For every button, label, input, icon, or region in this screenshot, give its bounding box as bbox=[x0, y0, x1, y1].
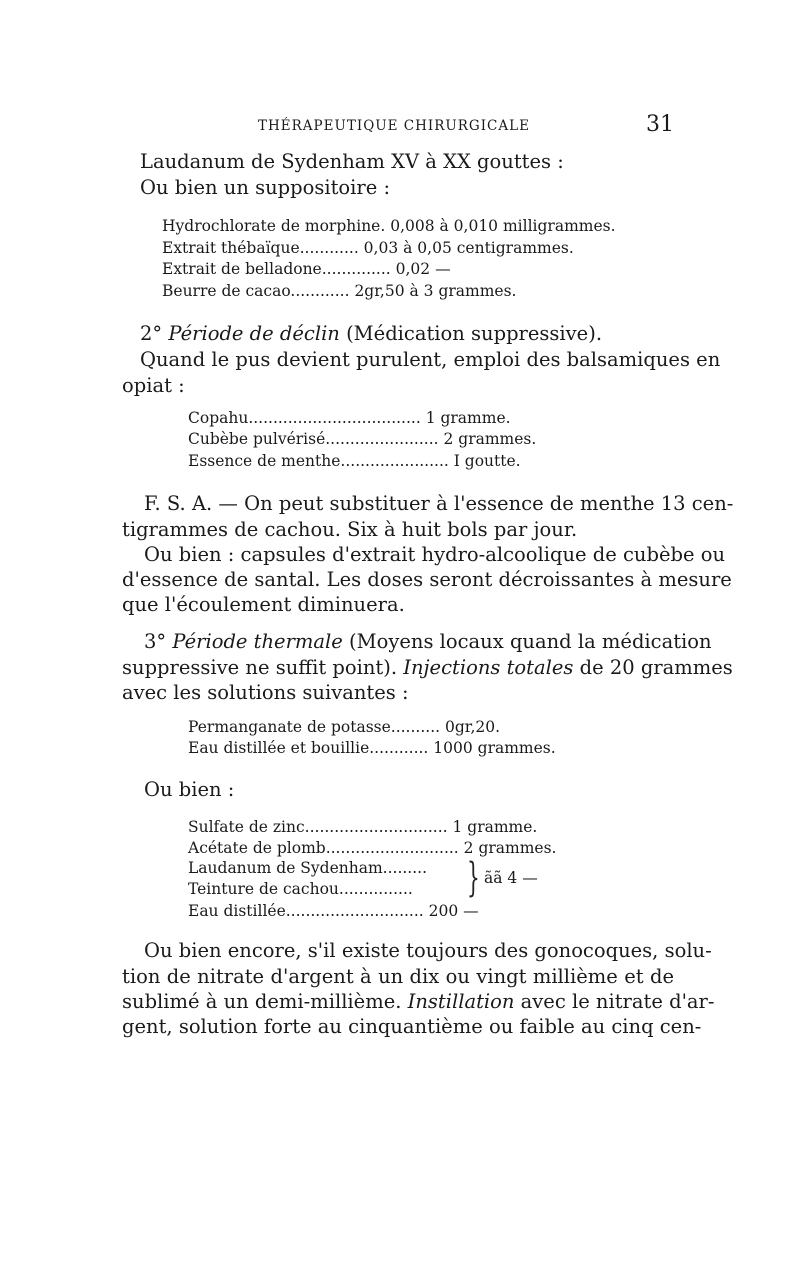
table-row: Eau distillée............................ 200 — bbox=[188, 902, 479, 920]
table-row: Hydrochlorate de morphine. 0,008 à 0,010 milligrammes. bbox=[162, 217, 616, 235]
italic-run: Instillation bbox=[407, 990, 515, 1013]
section-title-rest: (Médication suppressive). bbox=[339, 322, 603, 345]
paragraph-line: tigrammes de cachou. Six à huit bols par jour. bbox=[122, 518, 578, 541]
running-title: THÉRAPEUTIQUE CHIRURGICALE bbox=[258, 118, 530, 134]
running-header bbox=[0, 112, 800, 140]
section-heading bbox=[140, 322, 602, 345]
table-row: Eau distillée et bouillie............ 1000 grammes. bbox=[188, 739, 556, 757]
table-row: Acétate de plomb........................... 2 grammes. bbox=[188, 839, 557, 857]
paragraph-line: que l'écoulement diminuera. bbox=[122, 593, 405, 616]
paragraph-line: Laudanum de Sydenham XV à XX gouttes : bbox=[140, 150, 564, 173]
table-row: Beurre de cacao............ 2gr,50 à 3 grammes. bbox=[162, 282, 517, 300]
paragraph-line: Ou bien : bbox=[144, 778, 235, 801]
table-row: Permanganate de potasse.......... 0gr,20. bbox=[188, 718, 501, 736]
section-number: 3° bbox=[144, 630, 173, 653]
table-row: Laudanum de Sydenham......... bbox=[188, 859, 428, 877]
text-run: de 20 grammes bbox=[573, 656, 733, 679]
paragraph-line: Ou bien un suppositoire : bbox=[140, 176, 391, 199]
table-row: Sulfate de zinc............................. 1 gramme. bbox=[188, 818, 538, 836]
paragraph-line: gent, solution forte au cinquantième ou faible au cinq cen- bbox=[122, 1015, 702, 1038]
section-heading bbox=[144, 630, 712, 653]
text-run: sublimé à un demi-millième. bbox=[122, 990, 408, 1013]
paragraph-line: Ou bien encore, s'il existe toujours des gonocoques, solu- bbox=[144, 939, 712, 962]
table-row: Copahu................................... 1 gramme. bbox=[188, 409, 511, 427]
table-row: Essence de menthe...................... I goutte. bbox=[188, 452, 521, 470]
paragraph-line bbox=[122, 656, 733, 679]
paragraph-line: avec les solutions suivantes : bbox=[122, 681, 409, 704]
italic-run: Injections totales bbox=[403, 656, 574, 679]
table-row: Extrait de belladone.............. 0,02 — bbox=[162, 260, 451, 278]
page-number: 31 bbox=[646, 112, 674, 137]
paragraph-line bbox=[122, 990, 715, 1013]
table-row: Extrait thébaïque............ 0,03 à 0,05 centigrammes. bbox=[162, 239, 574, 257]
paragraph-line: Ou bien : capsules d'extrait hydro-alcoolique de cubèbe ou bbox=[144, 543, 726, 566]
paragraph-line: opiat : bbox=[122, 374, 185, 397]
section-number: 2° bbox=[140, 322, 169, 345]
table-row: Teinture de cachou............... bbox=[188, 880, 413, 898]
paragraph-line: Quand le pus devient purulent, emploi des balsamiques en bbox=[140, 348, 721, 371]
paragraph-line: d'essence de santal. Les doses seront décroissantes à mesure bbox=[122, 568, 732, 591]
section-title-rest: (Moyens locaux quand la médication bbox=[342, 630, 712, 653]
text-run: avec le nitrate d'ar- bbox=[514, 990, 715, 1013]
text-run: suppressive ne suffit point). bbox=[122, 656, 404, 679]
ana-quantity: ãã 4 — bbox=[484, 869, 538, 887]
table-row: Cubèbe pulvérisé....................... 2 grammes. bbox=[188, 430, 537, 448]
brace-glyph: } bbox=[467, 855, 480, 901]
paragraph-line: F. S. A. — On peut substituer à l'essence de menthe 13 cen- bbox=[144, 492, 734, 515]
section-title: Période thermale bbox=[172, 630, 343, 653]
section-title: Période de déclin bbox=[168, 322, 340, 345]
paragraph-line: tion de nitrate d'argent à un dix ou vingt millième et de bbox=[122, 965, 674, 988]
